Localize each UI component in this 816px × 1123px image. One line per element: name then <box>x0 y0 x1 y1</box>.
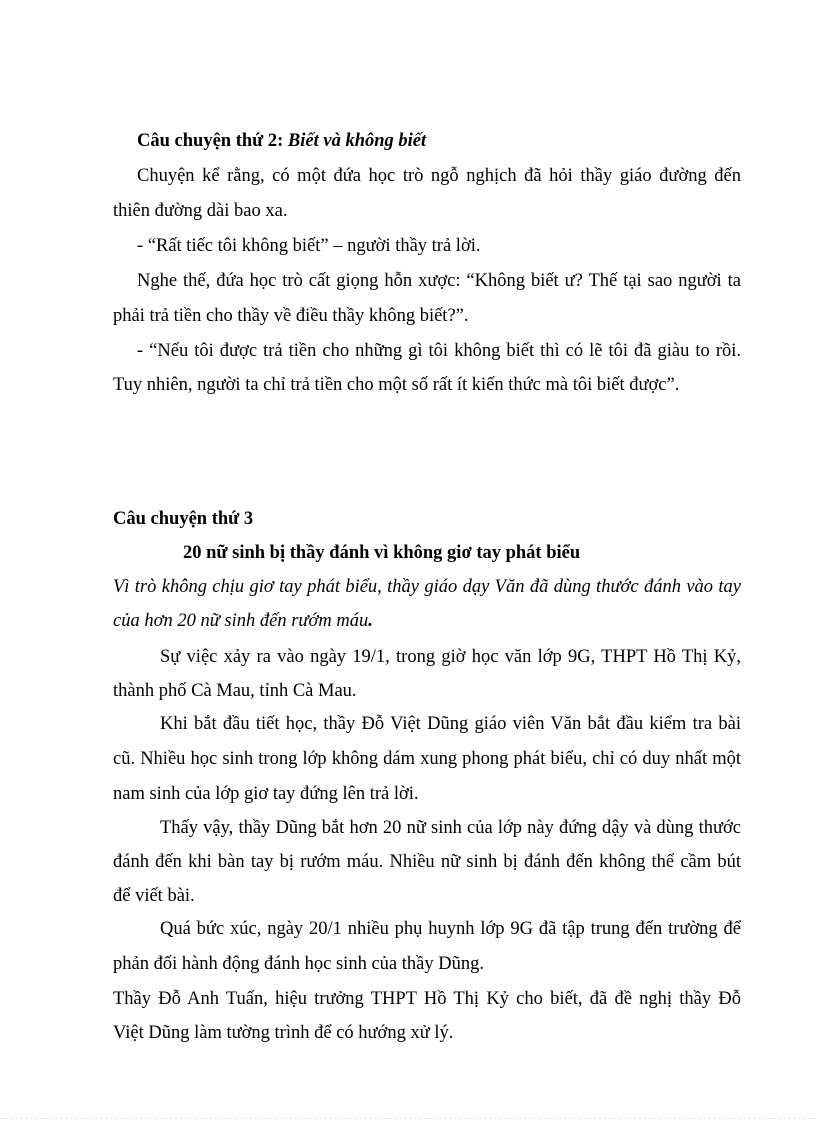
story2-paragraph-4-line-2: Tuy nhiên, người ta chỉ trả tiền cho một số rất ít kiến thức mà tôi biết được”. <box>113 375 680 395</box>
story3-paragraph-1-line-2: thành phố Cà Mau, tỉnh Cà Mau. <box>113 681 357 701</box>
story3-paragraph-2-line-2: cũ. Nhiều học sinh trong lớp không dám xung phong phát biểu, chỉ có duy nhất một <box>113 749 741 769</box>
story3-paragraph-3-line-1: Thấy vậy, thầy Dũng bắt hơn 20 nữ sinh của lớp này đứng dậy và dùng thước <box>160 818 741 838</box>
story2-paragraph-3-line-1: Nghe thế, đứa học trò cất giọng hỗn xược: “Không biết ư? Thế tại sao người ta <box>137 271 741 291</box>
story3-paragraph-4-line-1: Quá bức xúc, ngày 20/1 nhiều phụ huynh lớp 9G đã tập trung đến trường để <box>160 919 741 939</box>
story3-lead-text: của hơn 20 nữ sinh đến rướm máu <box>113 611 369 631</box>
story3-paragraph-4-line-2: phản đối hành động đánh học sinh của thầy Dũng. <box>113 954 484 974</box>
story3-title: 20 nữ sinh bị thầy đánh vì không giơ tay phát biểu <box>183 543 581 563</box>
story3-paragraph-3-line-2: đánh đến khi bàn tay bị rướm máu. Nhiều nữ sinh bị đánh đến không thể cầm bút <box>113 852 741 872</box>
story3-lead-period: . <box>368 611 373 631</box>
story2-heading-prefix: Câu chuyện thứ 2: <box>137 131 288 151</box>
story3-paragraph-3-line-3: để viết bài. <box>113 886 195 906</box>
page-bottom-divider <box>0 1118 816 1119</box>
story3-paragraph-5-line-1: Thầy Đỗ Anh Tuấn, hiệu trưởng THPT Hồ Thị Kỷ cho biết, đã đề nghị thầy Đỗ <box>113 989 741 1009</box>
story2-paragraph-1-line-2: thiên đường dài bao xa. <box>113 201 288 221</box>
story3-heading: Câu chuyện thứ 3 <box>113 509 254 529</box>
story3-paragraph-1-line-1: Sự việc xảy ra vào ngày 19/1, trong giờ học văn lớp 9G, THPT Hồ Thị Kỷ, <box>160 647 741 667</box>
story3-paragraph-2-line-3: nam sinh của lớp giơ tay đứng lên trả lời. <box>113 784 419 804</box>
story2-paragraph-3-line-2: phải trả tiền cho thầy về điều thầy không biết?”. <box>113 306 469 326</box>
story2-heading <box>137 130 426 152</box>
story3-paragraph-2-line-1: Khi bắt đầu tiết học, thầy Đỗ Việt Dũng giáo viên Văn bắt đầu kiểm tra bài <box>160 714 741 734</box>
story3-lead-line-2 <box>113 610 373 632</box>
story3-lead-line-1: Vì trò không chịu giơ tay phát biểu, thầy giáo dạy Văn đã dùng thước đánh vào tay <box>113 577 741 597</box>
story2-heading-title: Biết và không biết <box>287 131 427 151</box>
story2-paragraph-4-line-1: - “Nếu tôi được trả tiền cho những gì tôi không biết thì có lẽ tôi đã giàu to rồi. <box>137 341 741 361</box>
story3-paragraph-5-line-2: Việt Dũng làm tường trình để có hướng xử lý. <box>113 1023 454 1043</box>
story2-paragraph-2: - “Rất tiếc tôi không biết” – người thầy trả lời. <box>137 236 481 256</box>
story2-paragraph-1-line-1: Chuyện kể rằng, có một đứa học trò ngỗ nghịch đã hỏi thầy giáo đường đến <box>137 166 741 186</box>
